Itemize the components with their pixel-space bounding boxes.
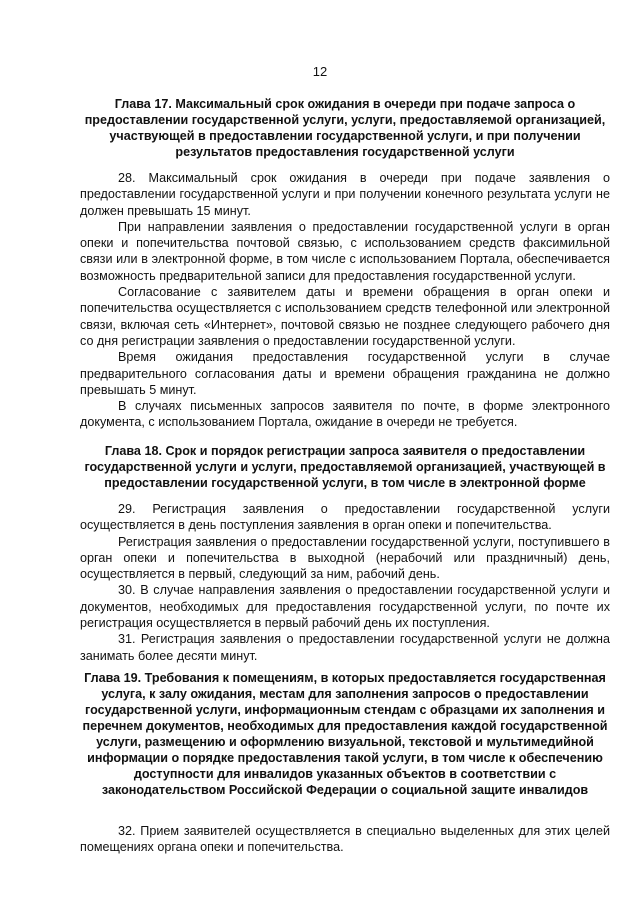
chapter-17-body	[80, 170, 610, 431]
paragraph-waiting-time: Время ожидания предоставления государственной услуги в случае предварительного согласования даты и времени обращения гражданина не должно превышать 5 минут.	[80, 350, 610, 397]
chapter-17-heading: Глава 17. Максимальный срок ожидания в очереди при подаче запроса о предоставлении государственной услуги, услуги, предоставляемой организацией, участвующей в предоставлении государственной услуги, и при получении результатов предоставления государственной услуги	[84, 97, 606, 159]
chapter-18-body	[80, 501, 610, 664]
paragraph-written-requests: В случаях письменных запросов заявителя по почте, в форме электронного документа, с использованием Портала, ожидание в очереди не требуется.	[80, 399, 610, 430]
paragraph-agreement: Согласование с заявителем даты и времени обращения в орган опеки и попечительства осуществляется с использованием средств телефонной или электронной связи, включая сеть «Интернет», почтовой связью не позднее следующего рабочего дня со дня регистрации заявления о предоставлении государственной услуги.	[80, 285, 610, 348]
paragraph-31: 31. Регистрация заявления о предоставлении государственной услуги не должна занимать более десяти минут.	[80, 632, 610, 663]
paragraph-30: 30. В случае направления заявления о предоставлении государственной услуги и документов, необходимых для предоставления государственной услуги, по почте их регистрация осуществляется в первый рабочий день их поступления.	[80, 583, 610, 631]
paragraph-28: 28. Максимальный срок ожидания в очереди при подаче заявления о предоставлении государственной услуги и при получении конечного результата услуги не должен превышать 15 минут.	[80, 171, 610, 218]
paragraph-29: 29. Регистрация заявления о предоставлении государственной услуги осуществляется в день поступления заявления в орган опеки и попечительства.	[80, 502, 610, 533]
paragraph-appointment: При направлении заявления о предоставлении государственной услуги в орган опеки и попечительства почтовой связью, с использованием средств факсимильной связи или в электронной форме, в том числе с использованием Портала, обеспечивается возможность предварительной записи для предоставления государственной услуги.	[80, 219, 610, 283]
chapter-19-heading: Глава 19. Требования к помещениям, в которых предоставляется государственная услуга, к залу ожидания, местам для заполнения запросов о предоставлении государственной услуги, информационным стендам с образцами их заполнения и перечнем документов, необходимых для предоставления каждой государственной услуги, размещению и оформлению визуальной, текстовой и мультимедийной информации о порядке предоставления такой услуги, в том числе к обеспечению доступности для инвалидов указанных объектов в соответствии с законодательством Российской Федерации о социальной защите инвалидов	[82, 671, 608, 797]
paragraph-holiday-registration: Регистрация заявления о предоставлении государственной услуги, поступившего в орган опеки и попечительства в выходной (нерабочий или праздничный) день, осуществляется в первый, следующий за ним, рабочий день.	[80, 534, 610, 582]
chapter-18-heading: Глава 18. Срок и порядок регистрации запроса заявителя о предоставлении государственной услуги и услуги, предоставляемой организацией, участвующей в предоставлении государственной услуги, в том числе в электронной форме	[84, 444, 606, 490]
paragraph-32: 32. Прием заявителей осуществляется в специально выделенных для этих целей помещениях органа опеки и попечительства.	[80, 824, 610, 855]
page-number: 12	[312, 64, 328, 79]
chapter-19-body	[80, 823, 610, 856]
